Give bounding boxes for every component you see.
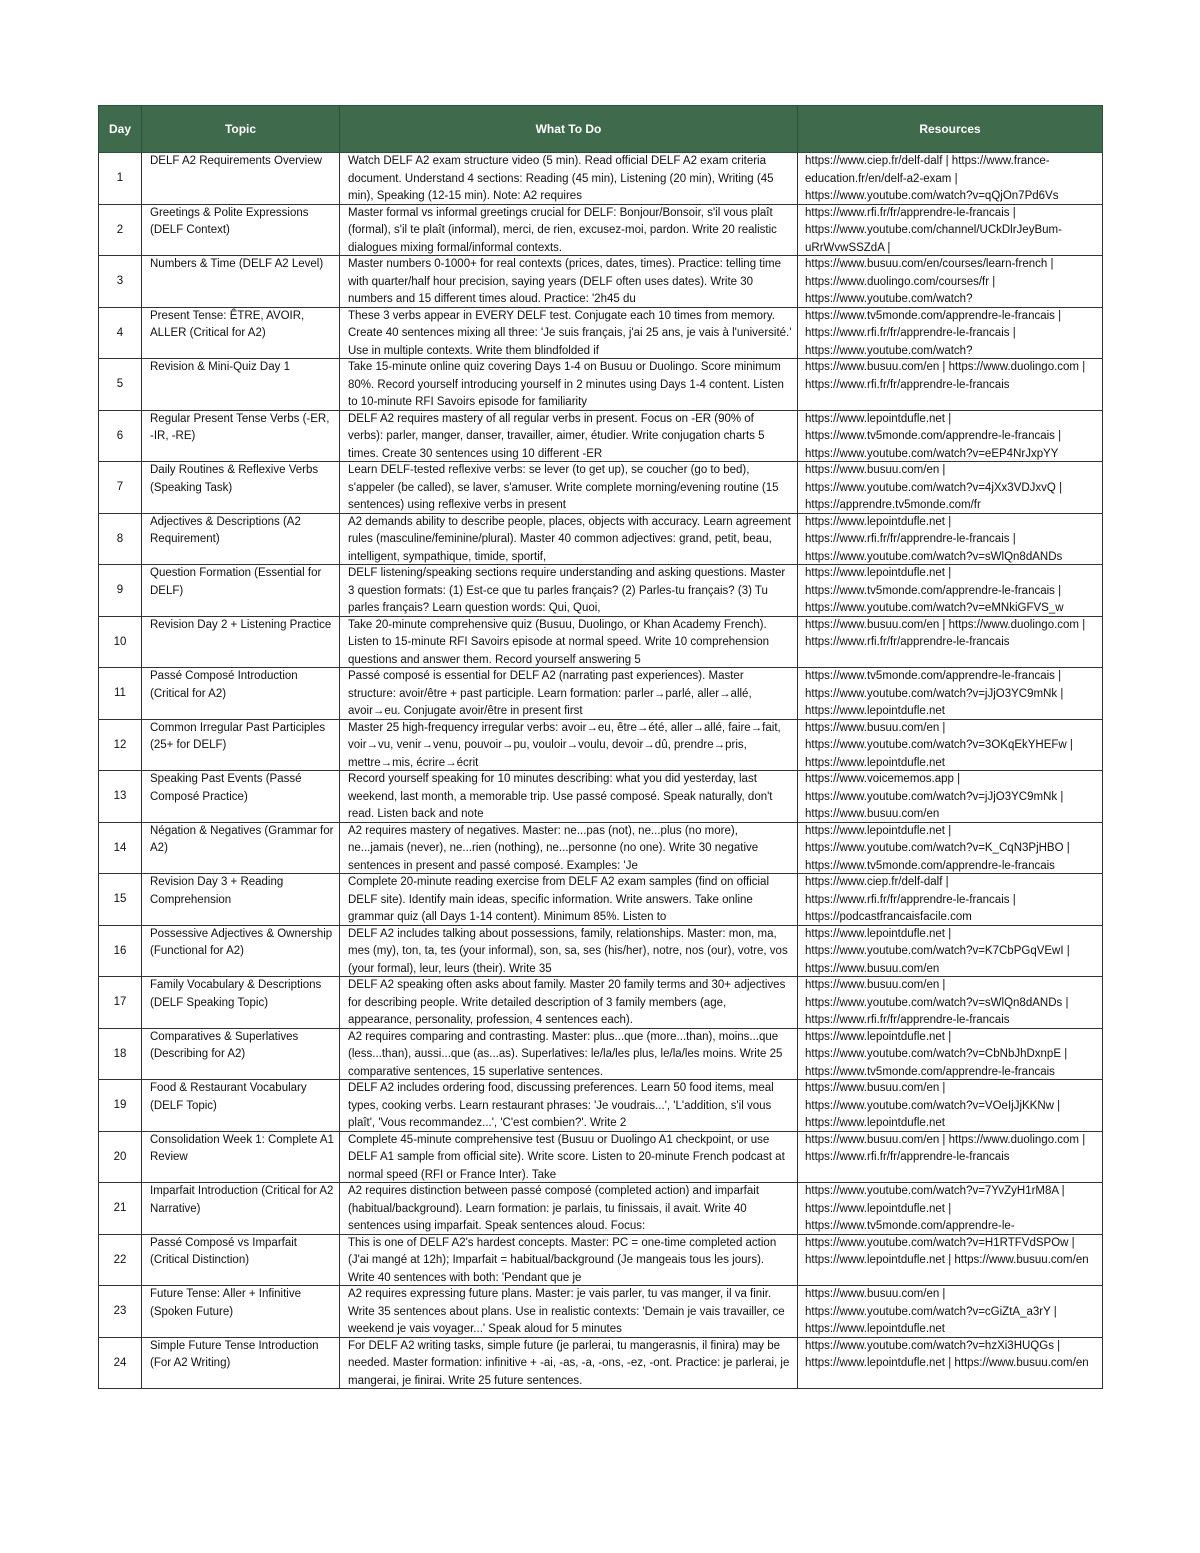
- task-text-cell: [340, 513, 798, 565]
- topic-text-cell: [142, 359, 340, 411]
- resources-text: https://www.voicememos.app | https://www.youtube.com/watch?v=jJjO3YC9mNk | https://www.busuu.com/en: [805, 773, 1064, 820]
- day-number: 13: [113, 790, 127, 803]
- table-row: [99, 977, 1103, 1029]
- task-text: A2 requires mastery of negatives. Master: ne...pas (not), ne...plus (no more), ne...jamais (never), ne...rien (nothing), ne...personne (no one). Write 30 negative sentences in present and passé composé. Examples: 'Je: [348, 824, 759, 872]
- resources-text-cell: [798, 874, 1103, 926]
- topic-text-cell: [142, 1234, 340, 1286]
- day-number: 4: [116, 326, 124, 339]
- day-number-cell: [99, 1080, 142, 1132]
- task-text-cell: [340, 1337, 798, 1389]
- day-number-cell: [99, 410, 142, 462]
- resources-text-cell: [798, 771, 1103, 823]
- task-text-cell: [340, 204, 798, 256]
- task-text-cell: [340, 668, 798, 720]
- day-number-cell: [99, 771, 142, 823]
- task-text: Learn DELF-tested reflexive verbs: se lever (to get up), se coucher (go to bed), s'appeler (be called), se laver, s'amuser. Write complete morning/evening routine (15 sentences) using reflexive verbs in present: [348, 464, 779, 511]
- resources-text-cell: [798, 204, 1103, 256]
- topic-text: Future Tense: Aller + Infinitive (Spoken Future): [150, 1288, 301, 1318]
- resources-text-cell: [798, 462, 1103, 514]
- day-number: 14: [113, 841, 127, 854]
- topic-text: Consolidation Week 1: Complete A1 Review: [150, 1133, 334, 1163]
- resources-text-cell: [798, 1028, 1103, 1080]
- topic-text-cell: [142, 565, 340, 617]
- task-text: These 3 verbs appear in EVERY DELF test. Conjugate each 10 times from memory. Create 40 sentences mixing all three: 'Je suis français, j'ai 25 ans, je vais à l'université.' Use in multiple contexts. Write them blindfolded if: [348, 309, 792, 357]
- task-text: For DELF A2 writing tasks, simple future (je parlerai, tu mangerasnis, il finira) may be needed. Master formation: infinitive + -ai, -as, -a, -ons, -ez, -ont. Practice: je parlerai, je mangerai, je finirai. Write 25 future sentences.: [348, 1339, 790, 1387]
- day-number-cell: [99, 719, 142, 771]
- topic-text-cell: [142, 925, 340, 977]
- topic-text-cell: [142, 204, 340, 256]
- day-number-cell: [99, 1234, 142, 1286]
- task-text-cell: [340, 771, 798, 823]
- resources-text-cell: [798, 616, 1103, 668]
- resources-text-cell: [798, 822, 1103, 874]
- header-row: [99, 106, 1103, 153]
- topic-text-cell: [142, 256, 340, 308]
- day-number-cell: [99, 462, 142, 514]
- topic-text: Passé Composé vs Imparfait (Critical Distinction): [150, 1236, 298, 1266]
- resources-text-cell: [798, 977, 1103, 1029]
- table-row: [99, 410, 1103, 462]
- topic-text: Possessive Adjectives & Ownership (Functional for A2): [150, 927, 333, 957]
- topic-text: Simple Future Tense Introduction (For A2 Writing): [150, 1339, 319, 1369]
- task-text: Watch DELF A2 exam structure video (5 min). Read official DELF A2 exam criteria document. Understand 4 sections: Reading (45 min), Listening (20 min), Writing (45 min), Speaking (12-15 min). Note: A2 requires: [348, 155, 774, 202]
- resources-text: https://www.lepointdufle.net | https://www.youtube.com/watch?v=K_CqN3PjHBO | https://www.tv5monde.com/apprendre-le-francais: [805, 824, 1070, 872]
- resources-text-cell: [798, 719, 1103, 771]
- day-number: 21: [113, 1202, 127, 1215]
- day-number-cell: [99, 668, 142, 720]
- resources-text: https://www.rfi.fr/fr/apprendre-le-francais | https://www.youtube.com/channel/UCkDlrJeyBum-uRrWvwSSZdA |: [805, 206, 1062, 254]
- task-text: This is one of DELF A2's hardest concepts. Master: PC = one-time completed action (J'ai mangé at 12h); Imparfait = habitual/background (Je mangeais tous les jours). Write 40 sentences with both: 'Pendant que je: [348, 1236, 777, 1284]
- day-number: 15: [113, 893, 127, 906]
- task-text: A2 requires expressing future plans. Master: je vais parler, tu vas manger, il va finir. Write 35 sentences about plans. Use in realistic contexts: 'Demain je vais travailler, ce weekend je vais voyager...' Speak aloud for 5 minutes: [348, 1288, 785, 1335]
- resources-text: https://www.ciep.fr/delf-dalf | https://www.france-education.fr/en/delf-a2-exam | https://www.youtube.com/watch?v=qQjOn7Pd6Vs: [805, 155, 1059, 202]
- header-what-to-do: What To Do: [340, 106, 798, 153]
- topic-text: Greetings & Polite Expressions (DELF Context): [150, 206, 309, 236]
- day-number-cell: [99, 1131, 142, 1183]
- topic-text-cell: [142, 1286, 340, 1338]
- day-number: 7: [116, 481, 124, 494]
- table-row: [99, 359, 1103, 411]
- task-text: Complete 45-minute comprehensive test (Busuu or Duolingo A1 checkpoint, or use DELF A1 sample from official site). Write score. Listen to 20-minute French podcast at normal speed (RFI or France Inter). Take: [348, 1133, 785, 1181]
- day-number: 22: [113, 1253, 127, 1266]
- day-number: 11: [114, 687, 126, 700]
- task-text: Record yourself speaking for 10 minutes describing: what you did yesterday, last weekend, last month, a memorable trip. Use passé composé. Speak naturally, don't read. Listen back and note: [348, 773, 773, 820]
- resources-text: https://www.lepointdufle.net | https://www.youtube.com/watch?v=K7CbPGqVEwI | https://www.busuu.com/en: [805, 927, 1070, 975]
- topic-text: Common Irregular Past Participles (25+ for DELF): [150, 721, 326, 751]
- topic-text-cell: [142, 822, 340, 874]
- task-text-cell: [340, 1183, 798, 1235]
- day-number-cell: [99, 616, 142, 668]
- topic-text: Question Formation (Essential for DELF): [150, 567, 322, 597]
- day-number: 1: [116, 172, 124, 185]
- resources-text-cell: [798, 513, 1103, 565]
- table-row: [99, 1131, 1103, 1183]
- topic-text: DELF A2 Requirements Overview: [150, 155, 322, 167]
- topic-text: Passé Composé Introduction (Critical for A2): [150, 670, 298, 700]
- resources-text: https://www.youtube.com/watch?v=hzXi3HUQGs | https://www.lepointdufle.net | https://www.busuu.com/en: [805, 1339, 1089, 1369]
- topic-text: Food & Restaurant Vocabulary (DELF Topic): [150, 1082, 307, 1112]
- topic-text-cell: [142, 513, 340, 565]
- resources-text-cell: [798, 1183, 1103, 1235]
- task-text-cell: [340, 925, 798, 977]
- topic-text: Revision Day 2 + Listening Practice: [150, 618, 332, 631]
- resources-text-cell: [798, 256, 1103, 308]
- day-number-cell: [99, 359, 142, 411]
- resources-text: https://www.busuu.com/en/courses/learn-french | https://www.duolingo.com/courses/fr | https://www.youtube.com/watch?: [805, 258, 1054, 305]
- resources-text: https://www.youtube.com/watch?v=7YvZyH1rM8A | https://www.lepointdufle.net | https://www.tv5monde.com/apprendre-le-: [805, 1185, 1065, 1232]
- header-resources: Resources: [798, 106, 1103, 153]
- resources-text: https://www.busuu.com/en | https://www.duolingo.com | https://www.rfi.fr/fr/apprendre-le-francais: [805, 1133, 1086, 1163]
- task-text: A2 requires comparing and contrasting. Master: plus...que (more...than), moins...que (less...than), aussi...que (as...as). Superlatives: le/la/les plus, le/la/les moins. Write 25 comparative sentences, 15 superlative sentences.: [348, 1030, 783, 1078]
- topic-text: Adjectives & Descriptions (A2 Requirement): [150, 515, 301, 545]
- topic-text: Regular Present Tense Verbs (-ER, -IR, -RE): [150, 412, 330, 442]
- table-row: [99, 256, 1103, 308]
- day-number: 8: [116, 532, 124, 545]
- resources-text: https://www.lepointdufle.net | https://www.rfi.fr/fr/apprendre-le-francais | https://www.youtube.com/watch?v=sWlQn8dANDs: [805, 515, 1063, 563]
- task-text-cell: [340, 977, 798, 1029]
- task-text-cell: [340, 256, 798, 308]
- table-row: [99, 719, 1103, 771]
- table-row: [99, 1234, 1103, 1286]
- day-number-cell: [99, 925, 142, 977]
- resources-text: https://www.youtube.com/watch?v=H1RTFVdSPOw | https://www.lepointdufle.net | https://www.busuu.com/en: [805, 1236, 1089, 1266]
- topic-text: Comparatives & Superlatives (Describing for A2): [150, 1030, 299, 1060]
- table-row: [99, 822, 1103, 874]
- topic-text-cell: [142, 668, 340, 720]
- task-text-cell: [340, 719, 798, 771]
- table-row: [99, 307, 1103, 359]
- table-row: [99, 204, 1103, 256]
- task-text-cell: [340, 359, 798, 411]
- day-number: 23: [113, 1305, 127, 1318]
- day-number: 3: [116, 275, 124, 288]
- day-number: 17: [113, 996, 127, 1009]
- day-number: 5: [116, 378, 124, 391]
- task-text: DELF A2 includes ordering food, discussing preferences. Learn 50 food items, meal types, cooking verbs. Learn restaurant phrases: 'Je voudrais...', 'L'addition, s'il vous plaît', 'Vous recommandez...', 'C'est combien?'. Write 2: [348, 1082, 774, 1129]
- table-row: [99, 874, 1103, 926]
- resources-text: https://www.busuu.com/en | https://www.youtube.com/watch?v=4jXx3VDJxvQ | https://apprendre.tv5monde.com/fr: [805, 464, 1063, 511]
- task-text-cell: [340, 822, 798, 874]
- day-number: 24: [113, 1356, 127, 1369]
- table-row: [99, 513, 1103, 565]
- topic-text-cell: [142, 153, 340, 205]
- resources-text: https://www.busuu.com/en | https://www.duolingo.com | https://www.rfi.fr/fr/apprendre-le-francais: [805, 361, 1086, 391]
- topic-text-cell: [142, 1337, 340, 1389]
- day-number: 20: [113, 1150, 127, 1163]
- day-number-cell: [99, 204, 142, 256]
- resources-text: https://www.busuu.com/en | https://www.duolingo.com | https://www.rfi.fr/fr/apprendre-le-francais: [805, 618, 1086, 648]
- topic-text: Négation & Negatives (Grammar for A2): [150, 824, 334, 854]
- topic-text-cell: [142, 1028, 340, 1080]
- day-number: 9: [116, 584, 124, 597]
- day-number-cell: [99, 1028, 142, 1080]
- task-text-cell: [340, 462, 798, 514]
- day-number: 12: [113, 738, 127, 751]
- table-row: [99, 1028, 1103, 1080]
- day-number-cell: [99, 1183, 142, 1235]
- resources-text-cell: [798, 410, 1103, 462]
- table-row: [99, 1080, 1103, 1132]
- resources-text-cell: [798, 925, 1103, 977]
- task-text-cell: [340, 1080, 798, 1132]
- resources-text-cell: [798, 359, 1103, 411]
- day-number-cell: [99, 153, 142, 205]
- day-number-cell: [99, 513, 142, 565]
- resources-text-cell: [798, 1080, 1103, 1132]
- topic-text-cell: [142, 616, 340, 668]
- table-row: [99, 771, 1103, 823]
- topic-text: Present Tense: ÊTRE, AVOIR, ALLER (Critical for A2): [150, 309, 305, 339]
- day-number: 2: [116, 223, 124, 236]
- topic-text-cell: [142, 410, 340, 462]
- table-row: [99, 616, 1103, 668]
- resources-text: https://www.lepointdufle.net | https://www.tv5monde.com/apprendre-le-francais | https://www.youtube.com/watch?v=eEP4NrJxpYY: [805, 412, 1062, 460]
- day-number-cell: [99, 977, 142, 1029]
- header-day: Day: [99, 106, 142, 153]
- task-text: A2 requires distinction between passé composé (completed action) and imparfait (habitual/background). Learn formation: je parlais, tu finissais, il avait. Write 40 sentences using imparfait. Speak sentences aloud. Focus:: [348, 1185, 760, 1232]
- topic-text-cell: [142, 307, 340, 359]
- topic-text: Numbers & Time (DELF A2 Level): [150, 258, 324, 270]
- table-row: [99, 1337, 1103, 1389]
- resources-text: https://www.tv5monde.com/apprendre-le-francais | https://www.rfi.fr/fr/apprendre-le-francais | https://www.youtube.com/watch?: [805, 309, 1062, 357]
- resources-text-cell: [798, 1131, 1103, 1183]
- resources-text: https://www.busuu.com/en | https://www.youtube.com/watch?v=sWlQn8dANDs | https://www.rfi.fr/fr/apprendre-le-francais: [805, 979, 1069, 1026]
- task-text: Passé composé is essential for DELF A2 (narrating past experiences). Master structure: avoir/être + past participle. Learn formation: parler→parlé, aller→allé, avoir→eu. Conjugate avoir/être in present first: [348, 670, 752, 717]
- day-number-cell: [99, 307, 142, 359]
- table-row: [99, 1286, 1103, 1338]
- topic-text-cell: [142, 874, 340, 926]
- table-row: [99, 462, 1103, 514]
- day-number-cell: [99, 256, 142, 308]
- table-row: [99, 925, 1103, 977]
- resources-text-cell: [798, 565, 1103, 617]
- day-number-cell: [99, 822, 142, 874]
- task-text: A2 demands ability to describe people, places, objects with accuracy. Learn agreement rules (masculine/feminine/plural). Master 40 common adjectives: grand, petit, beau, intelligent, sympathique, timide, sportif,: [348, 515, 791, 563]
- topic-text-cell: [142, 719, 340, 771]
- topic-text-cell: [142, 1131, 340, 1183]
- task-text-cell: [340, 616, 798, 668]
- table-row: [99, 1183, 1103, 1235]
- topic-text: Revision & Mini-Quiz Day 1: [150, 361, 290, 373]
- day-number-cell: [99, 565, 142, 617]
- resources-text-cell: [798, 668, 1103, 720]
- table-row: [99, 668, 1103, 720]
- task-text: DELF A2 requires mastery of all regular verbs in present. Focus on -ER (90% of verbs): parler, manger, danser, travailler, aimer, étudier. Write conjugation charts 5 times. Create 30 sentences using 10 different -ER: [348, 412, 765, 460]
- resources-text: https://www.lepointdufle.net | https://www.tv5monde.com/apprendre-le-francais | https://www.youtube.com/watch?v=eMNkiGFVS_w: [805, 567, 1064, 614]
- resources-text: https://www.ciep.fr/delf-dalf | https://www.rfi.fr/fr/apprendre-le-francais | https://podcastfrancaisfacile.com: [805, 876, 1016, 923]
- header-topic: Topic: [142, 106, 340, 153]
- day-number: 6: [116, 429, 124, 442]
- task-text: Take 15-minute online quiz covering Days 1-4 on Busuu or Duolingo. Score minimum 80%. Record yourself introducing yourself in 2 minutes using Days 1-4 content. Listen to 10-minute RFI Savoirs episode for familiarity: [348, 361, 784, 408]
- topic-text: Daily Routines & Reflexive Verbs (Speaking Task): [150, 464, 319, 494]
- topic-text-cell: [142, 1080, 340, 1132]
- topic-text-cell: [142, 977, 340, 1029]
- day-number-cell: [99, 1337, 142, 1389]
- topic-text: Family Vocabulary & Descriptions (DELF Speaking Topic): [150, 979, 322, 1009]
- task-text-cell: [340, 1234, 798, 1286]
- topic-text-cell: [142, 771, 340, 823]
- resources-text: https://www.lepointdufle.net | https://www.youtube.com/watch?v=CbNbJhDxnpE | https://www.tv5monde.com/apprendre-le-francais: [805, 1030, 1068, 1078]
- resources-text: https://www.busuu.com/en | https://www.youtube.com/watch?v=VOeIjJjKKNw | https://www.lepointdufle.net: [805, 1082, 1061, 1129]
- resources-text: https://www.busuu.com/en | https://www.youtube.com/watch?v=3OKqEkYHEFw | https://www.lepointdufle.net: [805, 721, 1073, 769]
- task-text: Master formal vs informal greetings crucial for DELF: Bonjour/Bonsoir, s'il vous plaît (formal), s'il te plaît (informal), merci, de rien, excusez-moi, pardon. Write 20 realistic dialogues mixing formal/informal contexts.: [348, 206, 777, 254]
- topic-text-cell: [142, 1183, 340, 1235]
- task-text: Master numbers 0-1000+ for real contexts (prices, dates, times). Practice: telling time with quarter/half hour precision, saying years (DELF often uses dates). Write 30 numbers and 15 different times aloud. Practice: '2h45 du: [348, 258, 782, 305]
- task-text-cell: [340, 153, 798, 205]
- task-text: DELF listening/speaking sections require understanding and asking questions. Master 3 question formats: (1) Est-ce que tu parles français? (2) Parles-tu français? (3) Tu parles français? Learn question words: Qui, Quoi,: [348, 567, 786, 614]
- day-number: 10: [113, 635, 127, 648]
- task-text-cell: [340, 307, 798, 359]
- task-text-cell: [340, 410, 798, 462]
- task-text: Master 25 high-frequency irregular verbs: avoir→eu, être→été, aller→allé, faire→fait, voir→vu, venir→venu, pouvoir→pu, vouloir→voulu, devoir→dû, prendre→pris, mettre→mis, écrire→écrit: [348, 721, 781, 769]
- resources-text-cell: [798, 307, 1103, 359]
- topic-text: Imparfait Introduction (Critical for A2 Narrative): [150, 1185, 334, 1215]
- table-row: [99, 153, 1103, 205]
- topic-text-cell: [142, 462, 340, 514]
- resources-text-cell: [798, 1286, 1103, 1338]
- task-text: Complete 20-minute reading exercise from DELF A2 exam samples (find on official DELF site). Identify main ideas, specific information. Write answers. Take online grammar quiz (all Days 1-14 content). Minimum 85%. Listen to: [348, 876, 770, 923]
- task-text: DELF A2 includes talking about possessions, family, relationships. Master: mon, ma, mes (my), ton, ta, tes (your informal), son, sa, ses (his/her), notre, nos (our), votre, vos (your formal), leur, leurs (their). Write 35: [348, 927, 788, 975]
- task-text: DELF A2 speaking often asks about family. Master 20 family terms and 30+ adjectives for describing people. Write detailed description of 3 family members (age, appearance, personality, profession, 4 sentences each).: [348, 979, 786, 1026]
- topic-text: Speaking Past Events (Passé Composé Practice): [150, 773, 302, 803]
- resources-text-cell: [798, 1337, 1103, 1389]
- task-text-cell: [340, 565, 798, 617]
- task-text-cell: [340, 1028, 798, 1080]
- resources-text-cell: [798, 153, 1103, 205]
- resources-text: https://www.busuu.com/en | https://www.youtube.com/watch?v=cGiZtA_a3rY | https://www.lepointdufle.net: [805, 1288, 1057, 1335]
- day-number-cell: [99, 874, 142, 926]
- task-text: Take 20-minute comprehensive quiz (Busuu, Duolingo, or Khan Academy French). Listen to 15-minute RFI Savoirs episode at normal speed. Write 10 comprehension questions and answer them. Record yourself answering 5: [348, 618, 770, 666]
- day-number-cell: [99, 1286, 142, 1338]
- topic-text: Revision Day 3 + Reading Comprehension: [150, 876, 284, 906]
- resources-text: https://www.tv5monde.com/apprendre-le-francais | https://www.youtube.com/watch?v=jJjO3YC9mNk | https://www.lepointdufle.net: [805, 670, 1064, 717]
- task-text-cell: [340, 1131, 798, 1183]
- table-row: [99, 565, 1103, 617]
- day-number: 19: [113, 1099, 127, 1112]
- resources-text-cell: [798, 1234, 1103, 1286]
- task-text-cell: [340, 1286, 798, 1338]
- day-number: 18: [113, 1047, 127, 1060]
- day-number: 16: [113, 944, 127, 957]
- study-plan-table: [98, 105, 1103, 1389]
- task-text-cell: [340, 874, 798, 926]
